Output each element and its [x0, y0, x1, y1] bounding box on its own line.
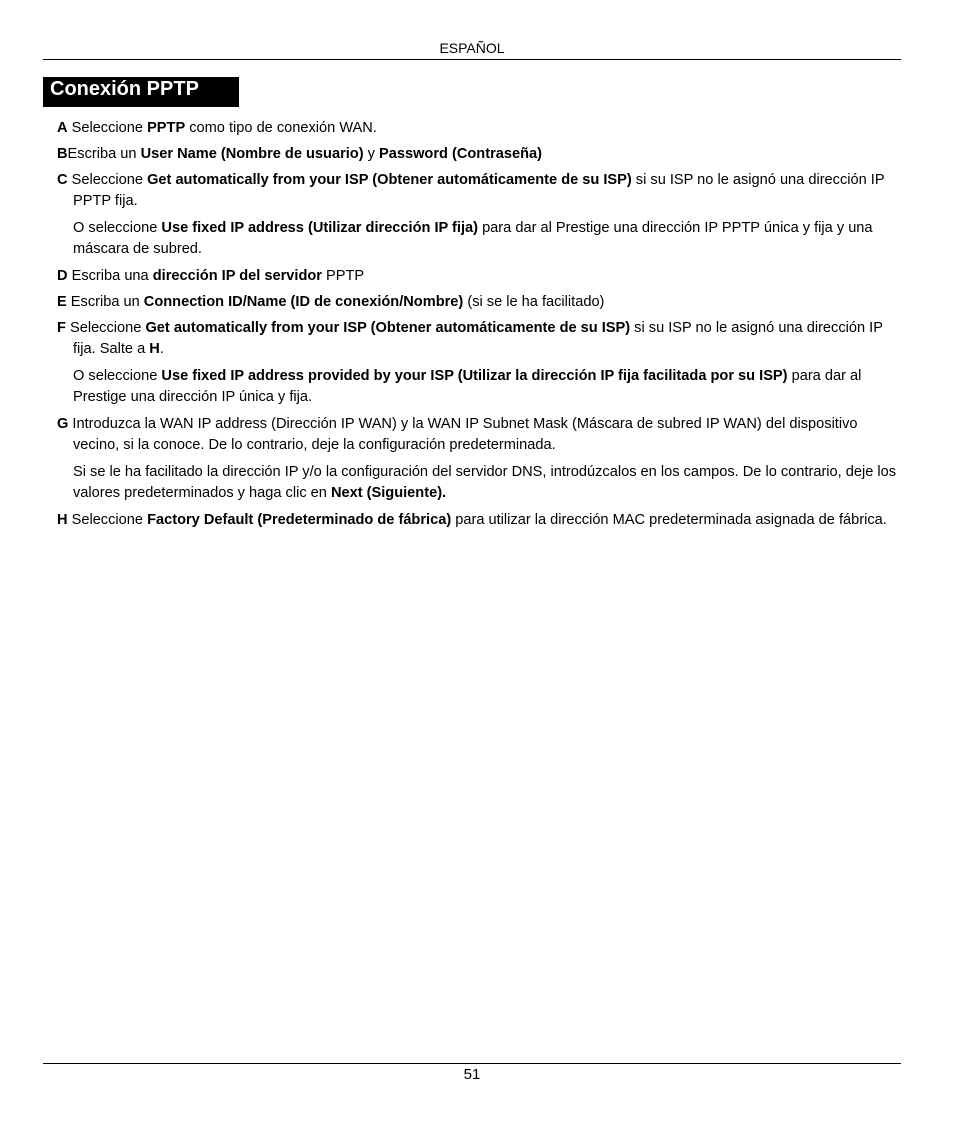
steps-list: [57, 118, 899, 537]
step-text: Seleccione: [67, 172, 148, 188]
step-text: Escriba un: [66, 294, 144, 310]
step-text: O seleccione: [73, 368, 162, 384]
step-bold-text: Use fixed IP address provided by your ISP (Utilizar la dirección IP fija facilitada por su ISP): [161, 368, 788, 384]
page-header-language: ESPAÑOL: [439, 40, 505, 56]
step-g-alternative: [57, 462, 899, 504]
step-text: para utilizar la dirección MAC predeterminada asignada de fábrica.: [451, 512, 887, 528]
step-bold-text: Get automatically from your ISP (Obtener automáticamente de su ISP): [145, 320, 631, 336]
step-b: [57, 144, 899, 165]
step-text: Seleccione: [65, 320, 146, 336]
page-number: 51: [463, 1066, 481, 1083]
step-d: [57, 266, 899, 287]
step-f: [57, 318, 899, 360]
step-bold-text: User Name (Nombre de usuario): [140, 146, 364, 162]
step-text: Seleccione: [67, 512, 148, 528]
step-text: PPTP: [321, 268, 365, 284]
footer-rule: [43, 1063, 901, 1064]
step-bold-text: PPTP: [147, 120, 186, 136]
step-e: [57, 292, 899, 313]
step-letter: G: [57, 416, 69, 432]
step-bold-text: Get automatically from your ISP (Obtener automáticamente de su ISP): [147, 172, 632, 188]
step-bold-text: Next (Siguiente).: [330, 485, 447, 501]
step-a: [57, 118, 899, 139]
step-bold-text: H: [149, 341, 160, 357]
step-letter: B: [57, 146, 68, 162]
step-letter: C: [57, 172, 68, 188]
step-text: Escriba una: [67, 268, 153, 284]
step-f-alternative: [57, 366, 899, 408]
step-bold-text: Use fixed IP address (Utilizar dirección IP fija): [161, 220, 479, 236]
section-title: Conexión PPTP: [43, 77, 239, 107]
step-text: Seleccione: [67, 120, 148, 136]
step-text: si su ISP no le asignó una dirección IP fija. Salte a: [73, 320, 883, 357]
step-text: si su ISP no le asignó una dirección IP PPTP fija.: [73, 172, 885, 209]
step-text: para dar al Prestige una dirección IP única y fija.: [73, 368, 862, 405]
step-h: [57, 510, 899, 531]
step-g: [57, 414, 899, 456]
step-letter: E: [57, 294, 67, 310]
step-text: Escriba un: [67, 146, 141, 162]
step-text: O seleccione: [73, 220, 162, 236]
step-c-alternative: [57, 218, 899, 260]
step-bold-text: dirección IP del servidor: [152, 268, 322, 284]
step-letter: D: [57, 268, 68, 284]
step-text: y: [363, 146, 379, 162]
step-text: Si se le ha facilitado la dirección IP y/o la configuración del servidor DNS, introdúzcalos en los campos. De lo contrario, deje los valores predeterminados y haga clic en: [73, 464, 897, 501]
step-text: para dar al Prestige una dirección IP PPTP única y fija y una máscara de subred.: [73, 220, 873, 257]
step-text: (si se le ha facilitado): [463, 294, 605, 310]
step-bold-text: Password (Contraseña): [379, 146, 543, 162]
step-c: [57, 170, 899, 212]
step-letter: A: [57, 120, 68, 136]
step-letter: H: [57, 512, 68, 528]
step-bold-text: Factory Default (Predeterminado de fábrica): [147, 512, 452, 528]
step-letter: F: [57, 320, 66, 336]
step-text: .: [159, 341, 164, 357]
header-rule: [43, 59, 901, 60]
step-text: como tipo de conexión WAN.: [185, 120, 377, 136]
step-text: Introduzca la WAN IP address (Dirección IP WAN) y la WAN IP Subnet Mask (Máscara de subred IP WAN) del dispositivo vecino, si la conoce. De lo contrario, deje la configuración predeterminada.: [68, 416, 858, 453]
step-bold-text: Connection ID/Name (ID de conexión/Nombre): [143, 294, 464, 310]
